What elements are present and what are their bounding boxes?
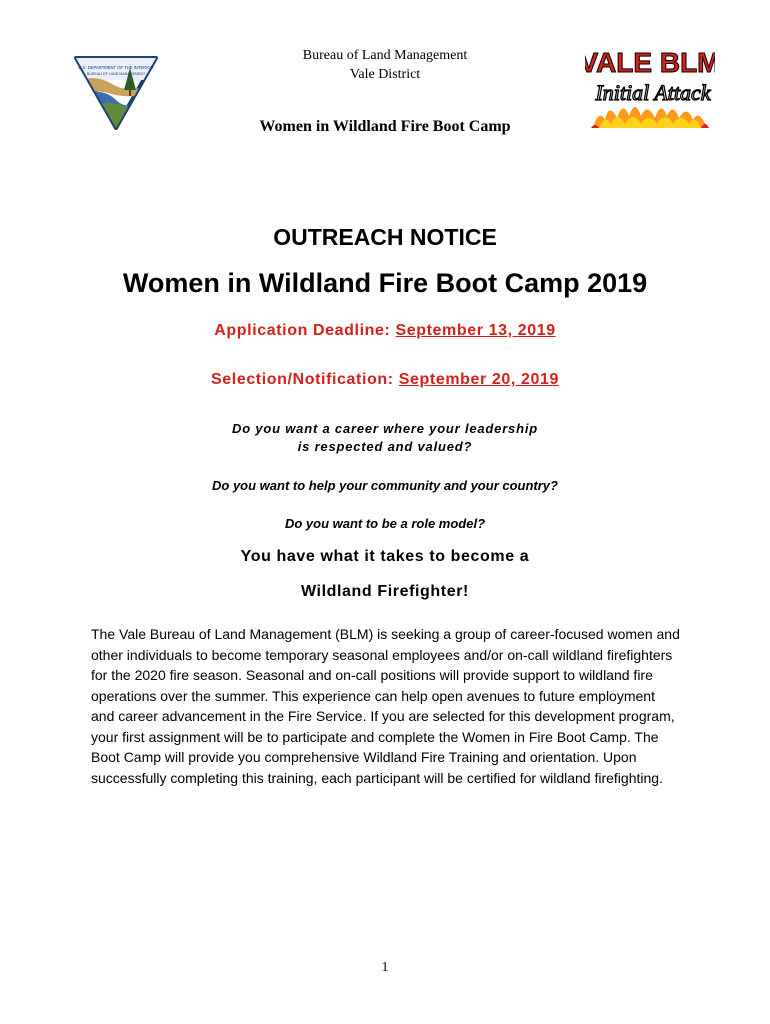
tagline-line-1: You have what it takes to become a	[240, 548, 530, 565]
question-career-line-2: is respected and valued?	[297, 439, 473, 454]
question-role-model: Do you want to be a role model?	[284, 516, 486, 531]
question-career-line-1: Do you want a career where your leadership	[232, 421, 538, 436]
organization-name	[0, 46, 770, 84]
question-career	[0, 420, 770, 456]
body-paragraph: The Vale Bureau of Land Management (BLM) is seeking a group of career-focused women and other individuals to become temporary seasonal employees and/or on-call wildland firefighters for the 2020 fire season. Seasonal and on-call positions will provide support to wildland fire operations over the summer. This experience can help open avenues to future employment and career advancement in the Fire Service. If you are selected for this development program, your first assignment will be to participate and complete the Women in Fire Boot Camp. The Boot Camp will provide you comprehensive Wildland Fire Training and orientation. Upon successfully completing this training, each participant will be certified for wildland firefighting.	[91, 626, 680, 786]
tagline-line-2: Wildland Firefighter!	[300, 583, 469, 600]
org-line-2: Vale District	[349, 67, 421, 82]
vale-blm-text: VALE BLM	[585, 47, 715, 78]
selection-notification	[0, 371, 770, 389]
application-deadline	[0, 322, 770, 340]
header-title: Women in Wildland Fire Boot Camp	[259, 118, 511, 135]
selection-date: September 20, 2019	[398, 371, 559, 388]
seal-text: U.S. DEPARTMENT OF THE INTERIOR	[78, 65, 154, 70]
main-title: Women in Wildland Fire Boot Camp 2019	[122, 268, 648, 298]
initial-attack-text: Initial Attack	[595, 80, 711, 105]
outreach-notice-heading: OUTREACH NOTICE	[273, 224, 497, 250]
svg-text:BUREAU OF LAND MANAGEMENT: BUREAU OF LAND MANAGEMENT	[86, 72, 146, 76]
question-community: Do you want to help your community and your country?	[212, 478, 558, 493]
selection-label: Selection/Notification:	[211, 371, 394, 388]
application-deadline-label: Application Deadline:	[214, 322, 391, 339]
application-deadline-date: September 13, 2019	[395, 322, 556, 339]
page-number: 1	[381, 960, 389, 975]
org-line-1: Bureau of Land Management	[302, 48, 468, 63]
